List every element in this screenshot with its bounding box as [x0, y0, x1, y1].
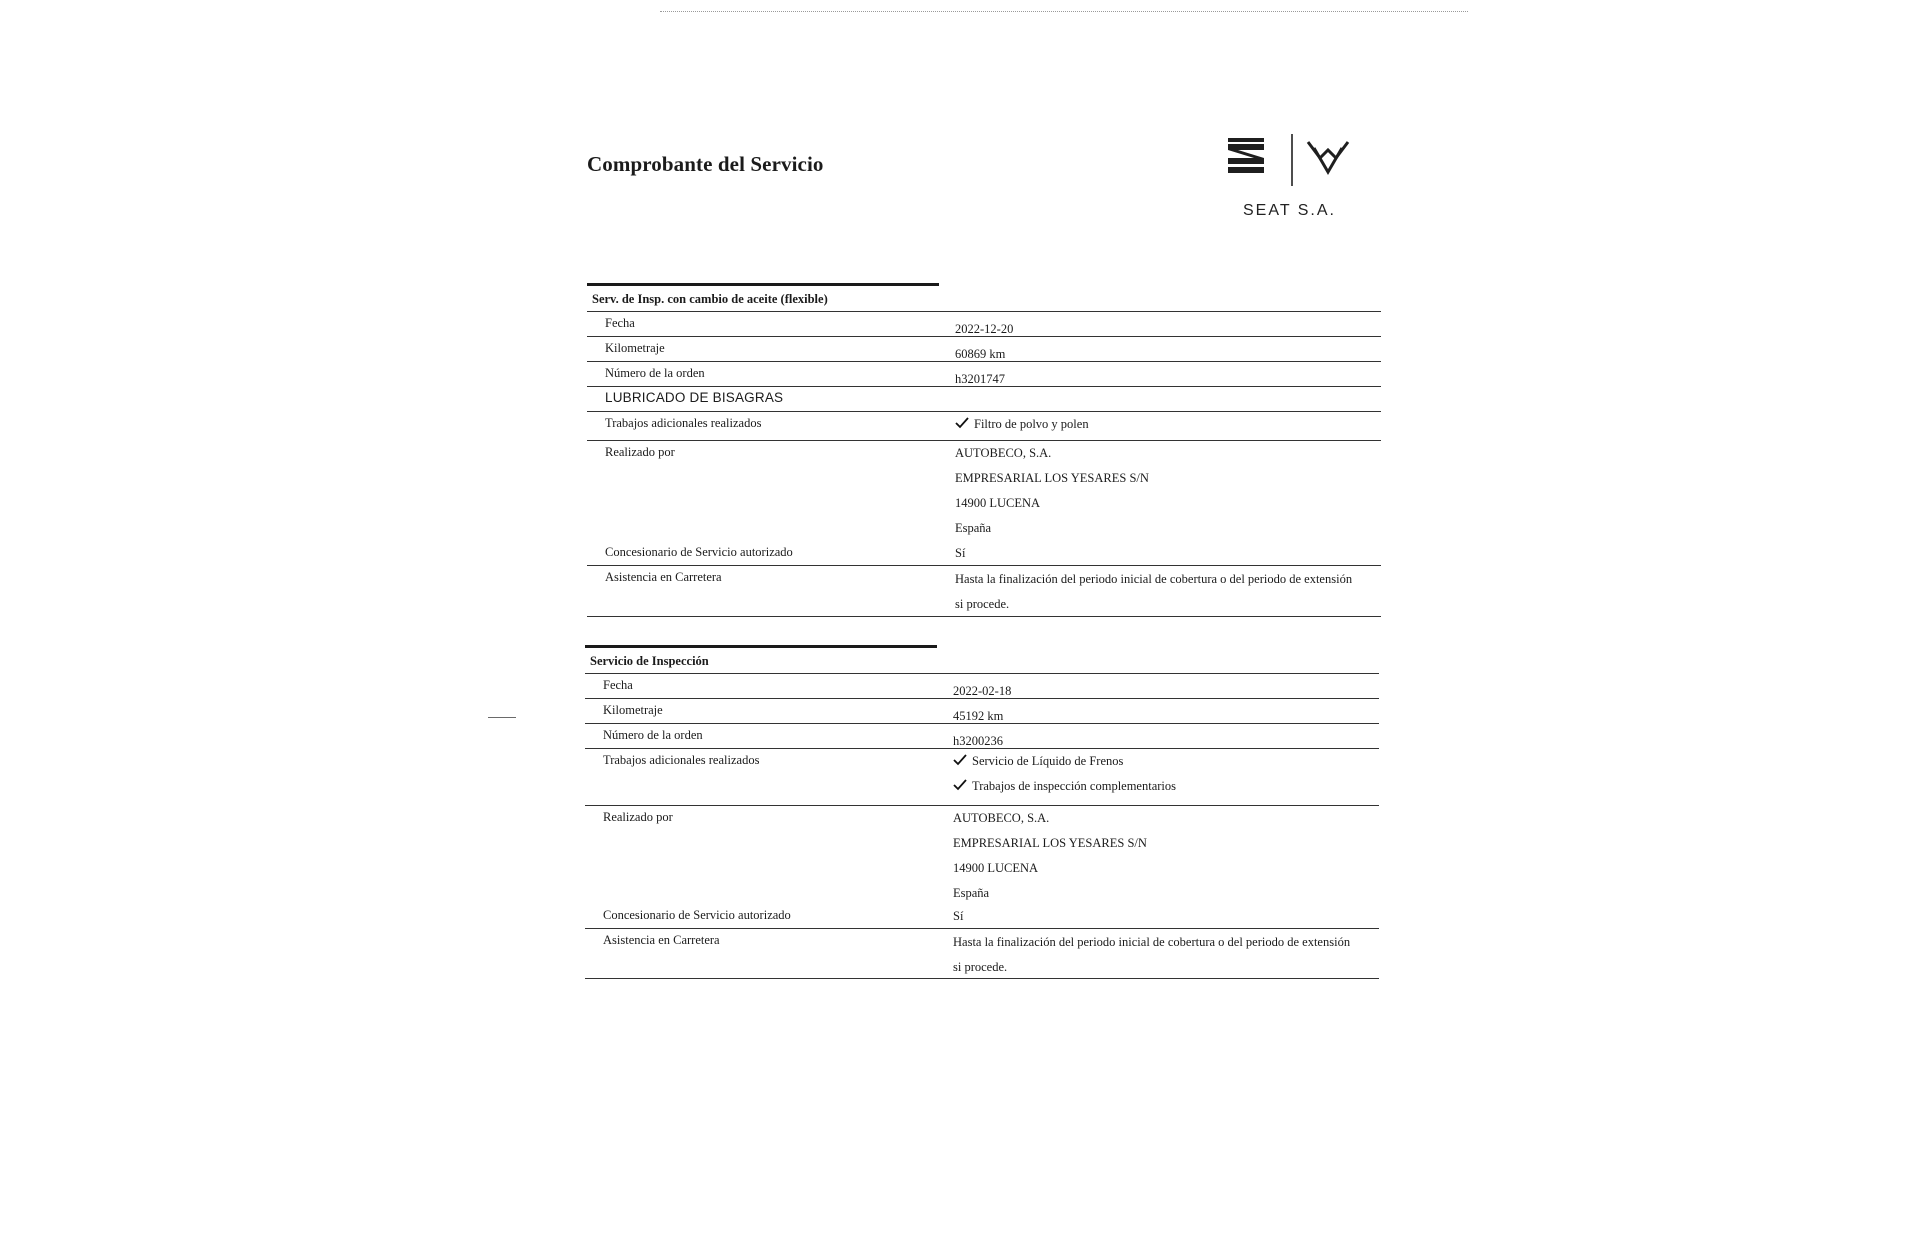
label-fecha: Fecha [603, 678, 633, 692]
check-icon [953, 779, 967, 791]
seat-cupra-logo [1224, 130, 1360, 190]
value-fecha: 2022-02-18 [953, 684, 1012, 698]
realizado-line: 14900 LUCENA [953, 861, 1039, 875]
label-realizado: Realizado por [603, 810, 673, 824]
section-heading: Servicio de Inspección [590, 654, 709, 668]
label-fecha: Fecha [605, 316, 635, 330]
label-concesionario: Concesionario de Servicio autorizado [605, 545, 793, 559]
asistencia-line: Hasta la finalización del periodo inicial de cobertura o del periodo de extensión [953, 935, 1351, 949]
value-fecha: 2022-12-20 [955, 322, 1014, 336]
value-orden: h3200236 [953, 734, 1003, 748]
section-bar [585, 645, 937, 648]
asistencia-line: Hasta la finalización del periodo inicial de cobertura o del periodo de extensión [955, 572, 1353, 586]
realizado-line: España [953, 886, 990, 900]
label-asistencia: Asistencia en Carretera [603, 933, 720, 947]
trabajo-item: Servicio de Líquido de Frenos [953, 749, 1383, 774]
label-orden: Número de la orden [603, 728, 703, 742]
label-kilometraje: Kilometraje [603, 703, 663, 717]
label-orden: Número de la orden [605, 366, 705, 380]
cupra-icon [1308, 142, 1348, 172]
asistencia-line: si procede. [955, 597, 1010, 611]
brand-caption: SEAT S.A. [1243, 202, 1336, 219]
section-bar [587, 283, 939, 286]
realizado-line: EMPRESARIAL LOS YESARES S/N [955, 471, 1149, 485]
label-trabajos: Trabajos adicionales realizados [603, 753, 760, 767]
value-kilometraje: 60869 km [955, 347, 1006, 361]
scan-artifact-mark [488, 717, 516, 718]
realizado-line: España [955, 521, 992, 535]
label-kilometraje: Kilometraje [605, 341, 665, 355]
value-concesionario: Sí [953, 909, 964, 923]
trabajo-item: Trabajos de inspección complementarios [953, 774, 1383, 799]
value-kilometraje: 45192 km [953, 709, 1004, 723]
realizado-line: AUTOBECO, S.A. [953, 811, 1050, 825]
realizado-line: EMPRESARIAL LOS YESARES S/N [953, 836, 1147, 850]
check-icon [953, 754, 967, 766]
scan-artifact-top [660, 11, 1468, 12]
label-asistencia: Asistencia en Carretera [605, 570, 722, 584]
document-title: Comprobante del Servicio [587, 152, 824, 176]
label-realizado: Realizado por [605, 445, 675, 459]
label-concesionario: Concesionario de Servicio autorizado [603, 908, 791, 922]
seat-s-icon [1228, 138, 1264, 173]
asistencia-line: si procede. [953, 960, 1008, 974]
realizado-line: AUTOBECO, S.A. [955, 446, 1052, 460]
value-orden: h3201747 [955, 372, 1005, 386]
realizado-line: 14900 LUCENA [955, 496, 1041, 510]
trabajo-item: Filtro de polvo y polen [955, 412, 1385, 437]
label-trabajos: Trabajos adicionales realizados [605, 416, 762, 430]
section-heading: Serv. de Insp. con cambio de aceite (flexible) [592, 292, 828, 306]
check-icon [955, 417, 969, 429]
value-concesionario: Sí [955, 546, 966, 560]
label-note: LUBRICADO DE BISAGRAS [605, 390, 784, 405]
